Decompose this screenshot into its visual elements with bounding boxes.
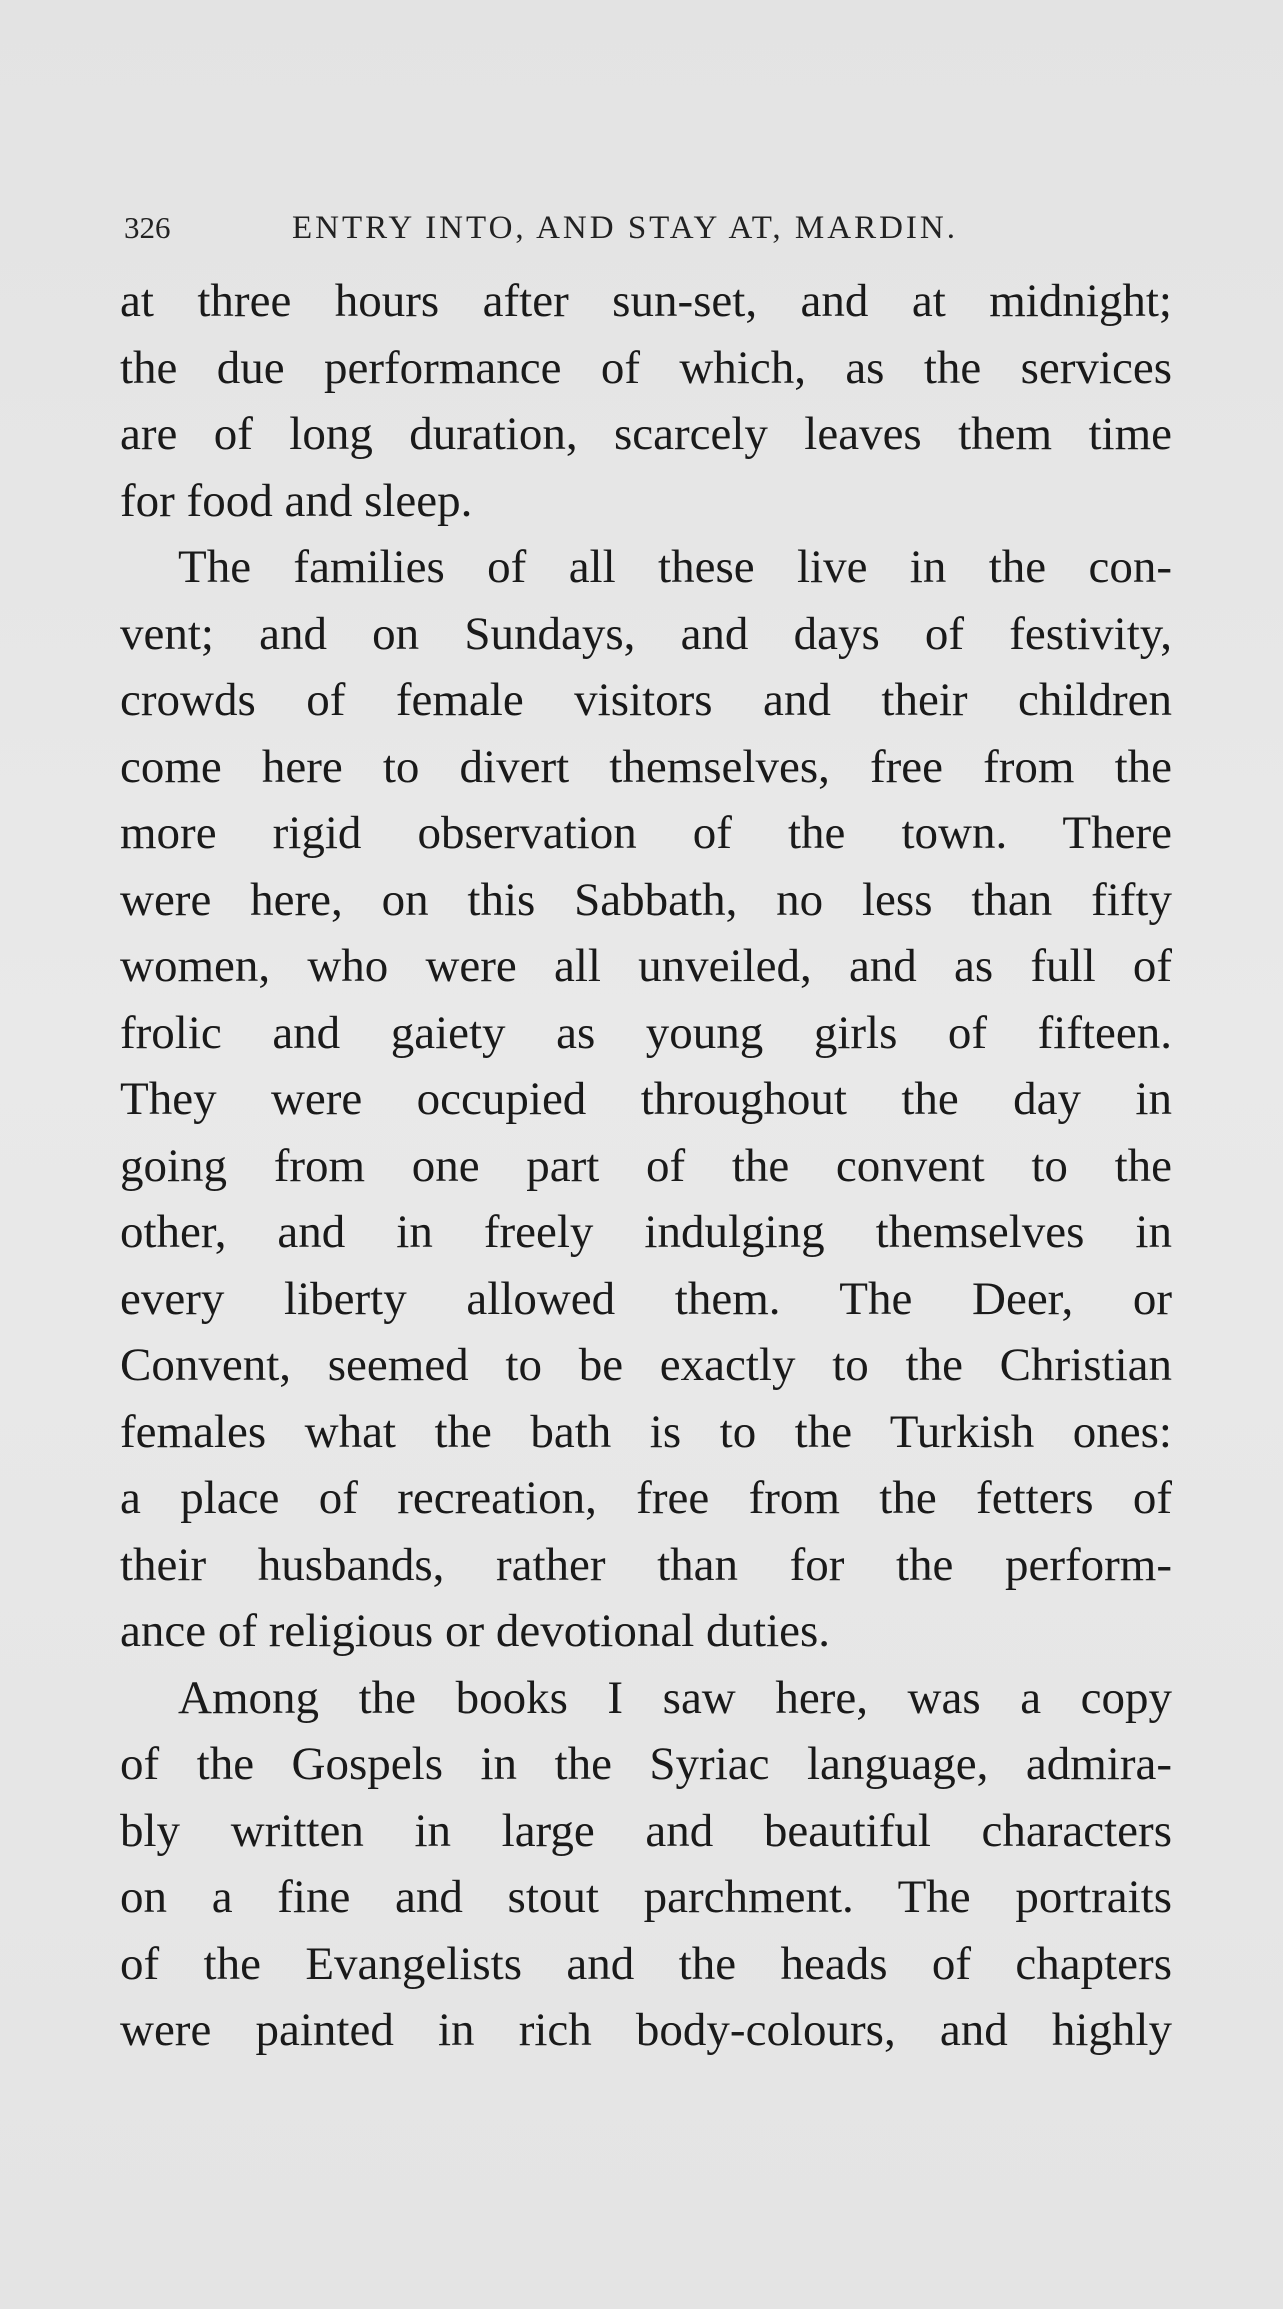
text-line: going from one part of the convent to the — [120, 1139, 1172, 1192]
text-line: at three hours after sun-set, and at midnight; — [120, 275, 1172, 327]
text-line: crowds of female visitors and their children — [120, 674, 1172, 726]
text-line: Among the books I saw here, was a copy — [178, 1671, 1172, 1724]
text-line: come here to divert themselves, free from the — [120, 740, 1172, 793]
text-line: They were occupied throughout the day in — [120, 1073, 1172, 1125]
page-number: 326 — [124, 210, 171, 245]
page-header — [124, 210, 1170, 250]
text-line: were here, on this Sabbath, no less than fifty — [120, 873, 1172, 926]
text-line: Convent, seemed to be exactly to the Christian — [120, 1339, 1172, 1391]
text-line: are of long duration, scarcely leaves them time — [120, 408, 1172, 460]
body-text — [120, 268, 1172, 2064]
text-line: every liberty allowed them. The Deer, or — [120, 1272, 1172, 1325]
text-line: frolic and gaiety as young girls of fifteen. — [120, 1006, 1172, 1059]
text-line: their husbands, rather than for the perform- — [120, 1538, 1172, 1591]
text-line: other, and in freely indulging themselves in — [120, 1206, 1172, 1258]
text-line: The families of all these live in the con- — [178, 541, 1172, 593]
text-line: bly written in large and beautiful characters — [120, 1804, 1172, 1857]
text-line: of the Evangelists and the heads of chapters — [120, 1937, 1172, 1990]
text-line: for food and sleep. — [120, 474, 473, 527]
text-line: women, who were all unveiled, and as full of — [120, 940, 1172, 992]
running-title: ENTRY INTO, AND STAY AT, MARDIN. — [292, 210, 959, 246]
text-line: a place of recreation, free from the fetters of — [120, 1472, 1172, 1524]
text-line: females what the bath is to the Turkish ones: — [120, 1405, 1172, 1458]
text-line: vent; and on Sundays, and days of festivity, — [120, 607, 1172, 660]
text-line: on a fine and stout parchment. The portraits — [120, 1871, 1172, 1923]
text-line: more rigid observation of the town. There — [120, 807, 1172, 859]
text-line: the due performance of which, as the services — [120, 341, 1172, 394]
text-line: were painted in rich body-colours, and highly — [120, 2004, 1172, 2056]
text-line: of the Gospels in the Syriac language, admira- — [120, 1738, 1172, 1790]
text-line: ance of religious or devotional duties. — [120, 1605, 831, 1657]
